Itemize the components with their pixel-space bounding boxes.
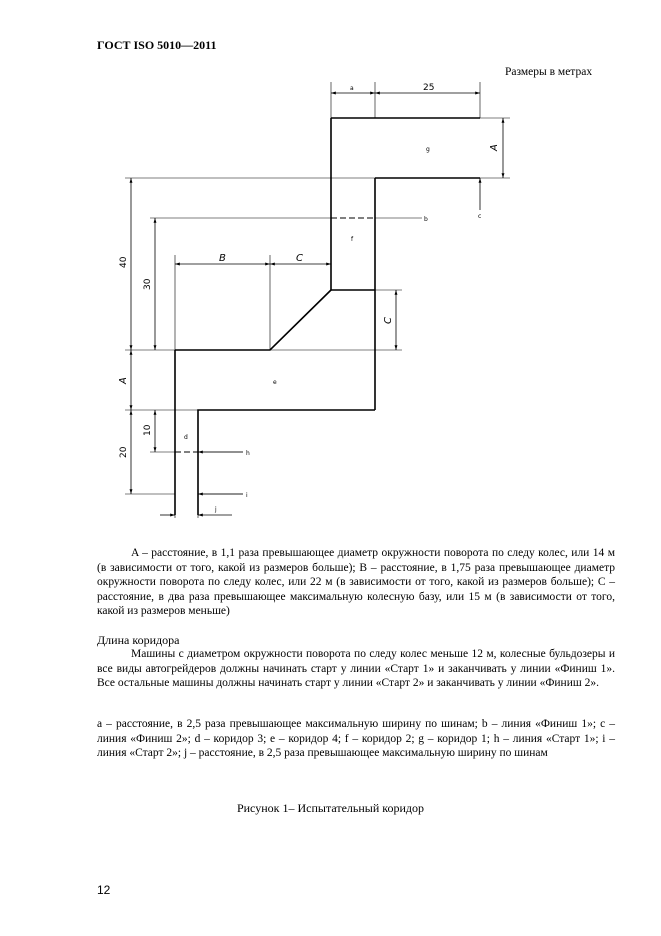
dimension-definitions-text: A – расстояние, в 1,1 раза превышающее диаметр окружности поворота по следу колес, или 14 м (в зависимости от того, какой из размеров больше); B – расстояние, в 1,75 раза превышающее диаметр окружности поворота по следу колес, или 22 м (в зависимости от того, какой из размеров больше); C – расстояние, в два раза превышающее максимальную колесную базу, или 15 м (в зависимости от того, какой из размеров меньше) bbox=[97, 547, 615, 617]
zone-label-d: d bbox=[184, 434, 188, 441]
dimension-definitions bbox=[97, 546, 615, 619]
zone-label-i: i bbox=[246, 492, 248, 499]
leader-lines bbox=[198, 452, 243, 494]
zone-label-f: f bbox=[351, 236, 354, 243]
units-note: Размеры в метрах bbox=[505, 66, 593, 78]
corridor-length-text: Машины с диаметром окружности поворота по следу колес меньше 12 м, колесные бульдозеры и все виды автогрейдеров должны начинать старт у линии «Старт 1» и заканчивать у линии «Финиш 1». Все остальные машины должны начинать старт у линии «Старт 2» и заканчивать у линии «Финиш 2». bbox=[97, 648, 615, 689]
dim-label-A-right: A bbox=[489, 144, 500, 151]
page-number: 12 bbox=[97, 883, 111, 897]
dim-label-C-vertical: C bbox=[383, 317, 394, 324]
dim-label-10: 10 bbox=[143, 424, 153, 436]
figure-legend-text: a – расстояние, в 2,5 раза превышающее максимальную ширину по шинам; b – линия «Финиш 1»; c – линия «Финиш 2»; d – коридор 3; e – коридор 4; f – коридор 2; g – коридор 1; h – линия «Старт 1»; i – линия «Старт 2»; j – расстояние, в 2,5 раза превышающее максимальную ширину по шинам bbox=[97, 718, 615, 759]
figure-title: Рисунок 1– Испытательный коридор bbox=[236, 801, 425, 815]
zone-label-e: e bbox=[273, 379, 277, 386]
dim-label-40: 40 bbox=[119, 256, 129, 268]
document-header: ГОСТ ISO 5010—2011 bbox=[97, 38, 217, 52]
dim-label-25: 25 bbox=[423, 83, 435, 93]
zone-label-g: g bbox=[426, 146, 430, 153]
zone-label-b: b bbox=[424, 216, 428, 223]
zone-label-h: h bbox=[246, 450, 250, 457]
corridor-length-title: Длина коридора bbox=[97, 633, 180, 647]
dim-label-a-top: a bbox=[350, 85, 354, 92]
dim-label-30: 30 bbox=[143, 278, 153, 290]
dim-label-C-horizontal: C bbox=[296, 253, 303, 264]
extension-lines bbox=[125, 82, 510, 518]
zone-label-c: c bbox=[478, 213, 482, 220]
corridor-outline bbox=[175, 118, 480, 515]
dim-label-A-left: A bbox=[118, 377, 129, 384]
dim-label-j: j bbox=[215, 506, 217, 513]
figure-legend bbox=[97, 717, 615, 761]
dim-label-B: B bbox=[219, 253, 226, 264]
dim-label-20: 20 bbox=[119, 446, 129, 458]
corridor-length-section bbox=[97, 647, 615, 691]
